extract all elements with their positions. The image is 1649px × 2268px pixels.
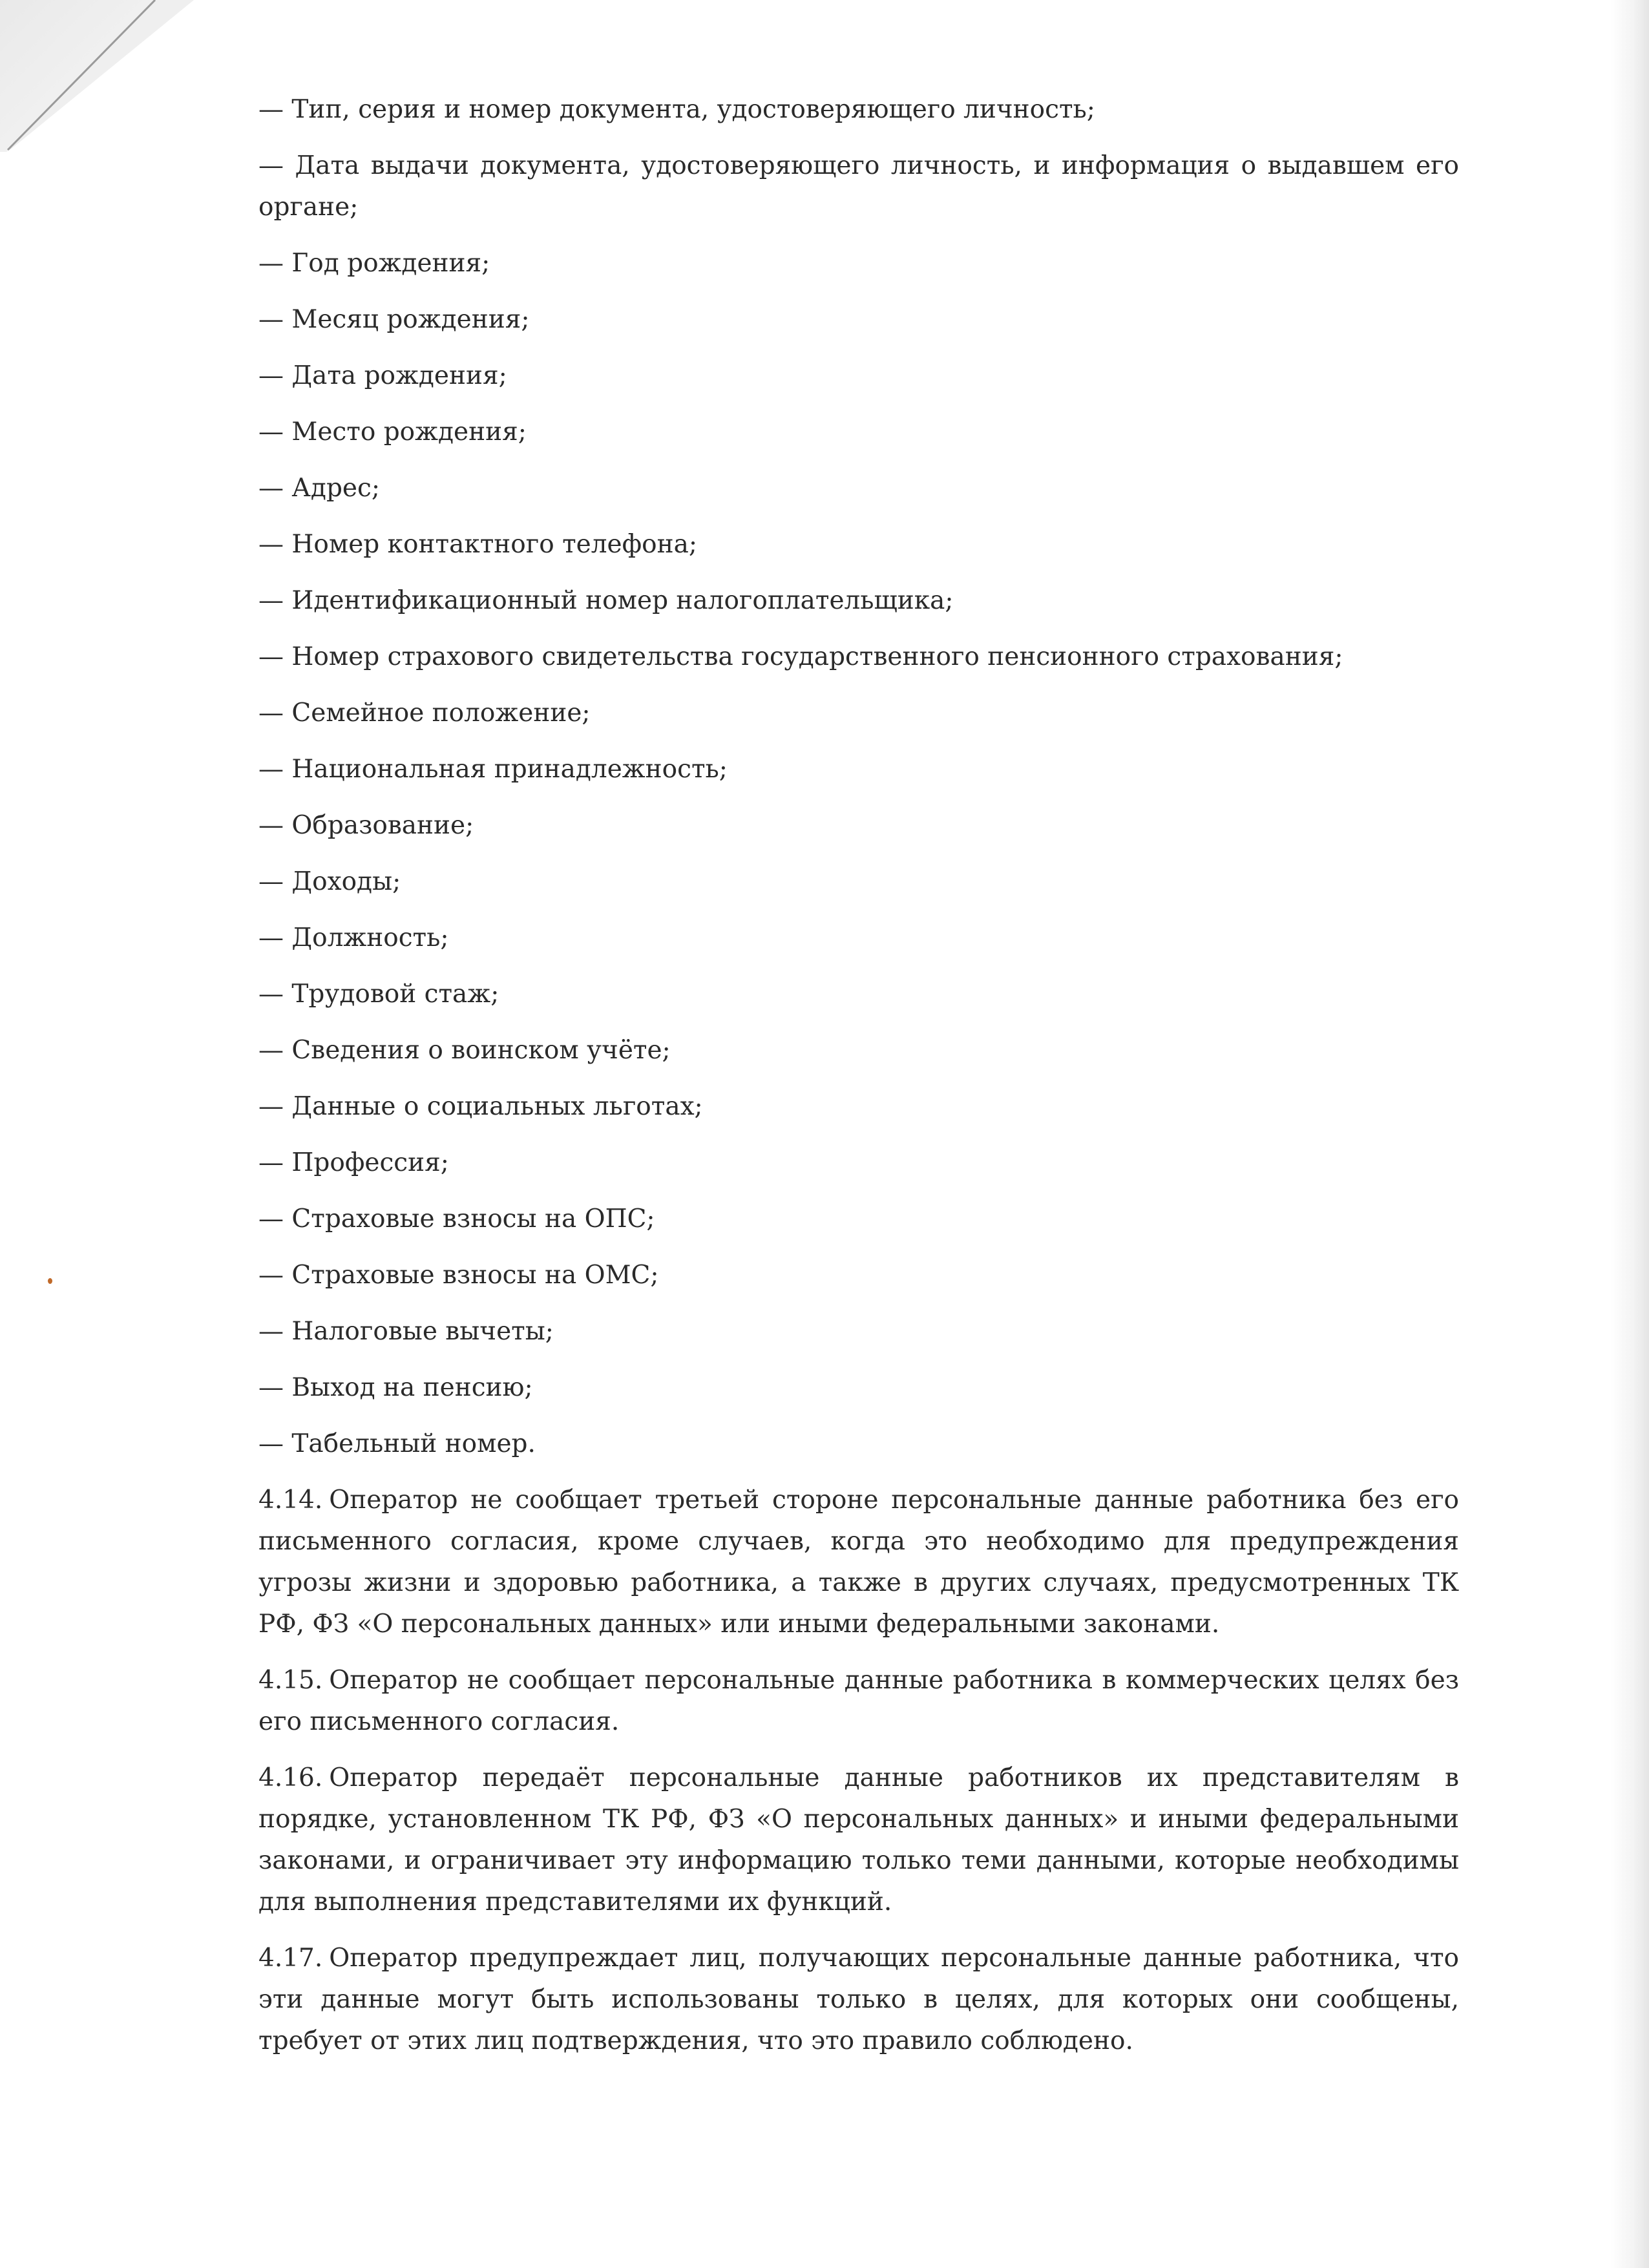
list-item: — Должность; <box>258 923 449 952</box>
clause-number: 4.14. <box>258 1486 323 1515</box>
clause-text: Оператор не сообщает третьей стороне персональные данные работника без его письменного согласия, кроме случаев, когда это необходимо для предупреждения угрозы жизни и здоровью работника, а также в других случаях, предусмотренных ТК РФ, ФЗ «О персональных данных» или иными федеральными законами. <box>258 1486 1459 1639</box>
list-item: — Трудовой стаж; <box>258 980 499 1009</box>
document-body <box>258 89 1459 2077</box>
list-item: — Образование; <box>258 811 474 840</box>
list-item: — Налоговые вычеты; <box>258 1317 554 1346</box>
list-item: — Данные о социальных льготах; <box>258 1092 703 1121</box>
scan-edge-shadow <box>1610 0 1649 2268</box>
list-item: — Месяц рождения; <box>258 305 530 334</box>
clause-number: 4.15. <box>258 1666 323 1695</box>
list-item: — Идентификационный номер налогоплательщика; <box>258 586 954 615</box>
clause-text: Оператор не сообщает персональные данные работника в коммерческих целях без его письменного согласия. <box>258 1666 1459 1736</box>
clause-text: Оператор передаёт персональные данные работников их представителям в порядке, установленном ТК РФ, ФЗ «О персональных данных» и иными федеральными законами, и ограничивает эту информацию только теми данными, которые необходимы для выполнения представителями их функций. <box>258 1763 1459 1916</box>
clause-text: Оператор предупреждает лиц, получающих персональные данные работника, что эти данные могут быть использованы только в целях, для которых они сообщены, требует от этих лиц подтверждения, что это правило соблюдено. <box>258 1944 1459 2055</box>
list-item: — Сведения о воинском учёте; <box>258 1036 671 1065</box>
clause-number: 4.17. <box>258 1944 323 1973</box>
clause-4-15 <box>258 1660 1459 1743</box>
list-item: — Выход на пенсию; <box>258 1373 533 1402</box>
page-corner-fold <box>0 0 194 155</box>
list-item: — Доходы; <box>258 867 401 896</box>
list-item: — Дата рождения; <box>258 361 507 390</box>
list-item: — Табельный номер. <box>258 1429 536 1458</box>
list-item: — Страховые взносы на ОПС; <box>258 1204 655 1234</box>
scan-speck <box>48 1278 52 1284</box>
clause-4-14 <box>258 1480 1459 1645</box>
list-item: — Место рождения; <box>258 417 527 446</box>
list-item: — Дата выдачи документа, удостоверяющего личность, и информация о выдавшем его органе; <box>258 151 1459 222</box>
clause-4-17 <box>258 1938 1459 2062</box>
list-item: — Тип, серия и номер документа, удостоверяющего личность; <box>258 95 1095 124</box>
list-item: — Семейное положение; <box>258 698 591 728</box>
list-item: — Номер контактного телефона; <box>258 530 697 559</box>
clause-4-16 <box>258 1758 1459 1923</box>
clause-number: 4.16. <box>258 1763 323 1792</box>
list-item: — Профессия; <box>258 1148 449 1177</box>
list-item: — Год рождения; <box>258 249 490 278</box>
personal-data-list <box>258 89 1459 1465</box>
list-item: — Национальная принадлежность; <box>258 755 728 784</box>
list-item: — Страховые взносы на ОМС; <box>258 1261 659 1290</box>
list-item: — Адрес; <box>258 474 380 503</box>
list-item: — Номер страхового свидетельства государственного пенсионного страхования; <box>258 642 1343 671</box>
